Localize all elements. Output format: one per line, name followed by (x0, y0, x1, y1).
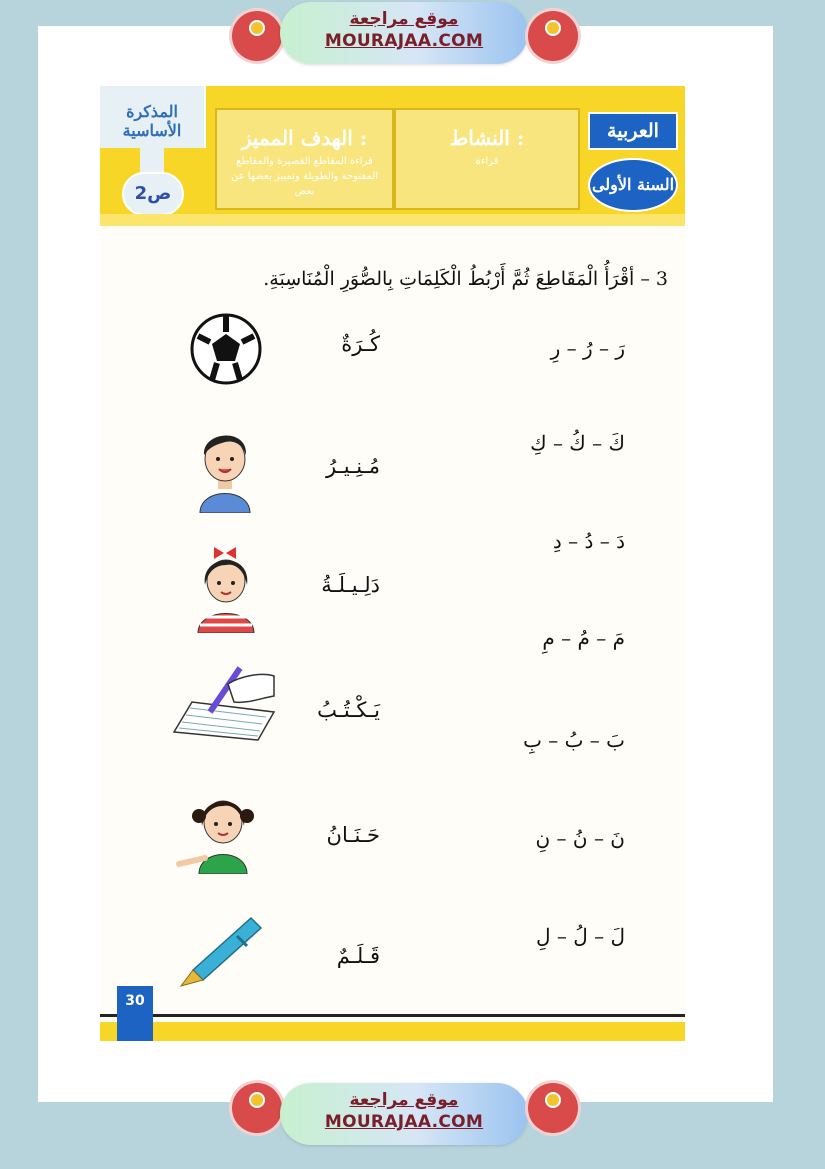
logo-emblem-icon (545, 1092, 561, 1108)
goal-text: قراءة المقاطع القصيرة والمقاطع المفتوحة والطويلة وتمييز بعضها عن بعض (230, 156, 379, 197)
site-banner-bottom[interactable] (280, 1083, 528, 1145)
booklet-code-badge: 2ص (122, 172, 184, 216)
site-domain: MOURAJAA.COM (324, 31, 484, 51)
activity-value: قراءة (475, 156, 499, 167)
pen-icon[interactable] (175, 908, 265, 988)
writing-hand-icon[interactable] (170, 662, 276, 742)
syllable-row: مَ – مُ – مِ (542, 626, 625, 650)
page-number: 30 (117, 986, 153, 1041)
exercise-instruction: 3 – أقْرَأُ الْمَقَاطِعَ ثُمَّ أَرْبُطُ الْكَلِمَاتِ بِالصُّوَرِ الْمُنَاسِبَةِ. (263, 268, 668, 290)
word-item[interactable]: يَـكْـتُـبُ (317, 698, 380, 722)
site-logo-left-bottom[interactable] (232, 1083, 282, 1133)
logo-emblem-icon (545, 20, 561, 36)
page-header (100, 86, 685, 226)
syllable-row: كَ – كُ – كِ (530, 431, 625, 455)
site-arabic-name: موقع مراجعة (349, 9, 459, 29)
word-item[interactable]: مُـنِـيـرُ (326, 454, 380, 478)
syllable-row: نَ – نُ – نِ (535, 826, 625, 850)
site-logo-left-top[interactable] (232, 11, 282, 61)
boy-icon[interactable] (192, 421, 258, 513)
site-domain: MOURAJAA.COM (324, 1112, 484, 1132)
syllable-row: رَ – رُ – رِ (550, 336, 625, 360)
grade-tag: السنة الأولى (588, 158, 678, 212)
girl-icon[interactable] (192, 541, 260, 633)
syllable-row: لَ – لُ – لِ (535, 924, 625, 948)
activity-title: النشاط : (449, 126, 525, 150)
page-footer (100, 986, 685, 1041)
girl-pointing-icon[interactable] (175, 782, 255, 874)
site-arabic-name: موقع مراجعة (349, 1090, 459, 1110)
activity-box (394, 108, 580, 210)
word-item[interactable]: دَلِـيـلَـةُ (321, 573, 380, 597)
syllable-row: دَ – دُ – دِ (552, 529, 625, 553)
syllable-row: بَ – بُ – بِ (523, 728, 625, 752)
site-logo-right-top[interactable] (528, 11, 578, 61)
goal-title: الهدف المميز : (241, 126, 368, 150)
workbook-page (100, 86, 685, 1041)
booklet-title: المذكرة الأساسية (122, 102, 182, 140)
word-item[interactable]: كُـرَةٌ (341, 332, 380, 356)
goal-box (215, 108, 394, 210)
subject-tag: العربية (588, 112, 678, 150)
word-item[interactable]: قَـلَـمٌ (336, 944, 380, 968)
logo-emblem-icon (249, 1092, 265, 1108)
site-banner-top[interactable] (280, 2, 528, 64)
football-icon[interactable] (188, 306, 264, 392)
site-logo-right-bottom[interactable] (528, 1083, 578, 1133)
logo-emblem-icon (249, 20, 265, 36)
word-item[interactable]: حَـنَـانُ (326, 823, 380, 847)
booklet-title-box (100, 86, 206, 148)
